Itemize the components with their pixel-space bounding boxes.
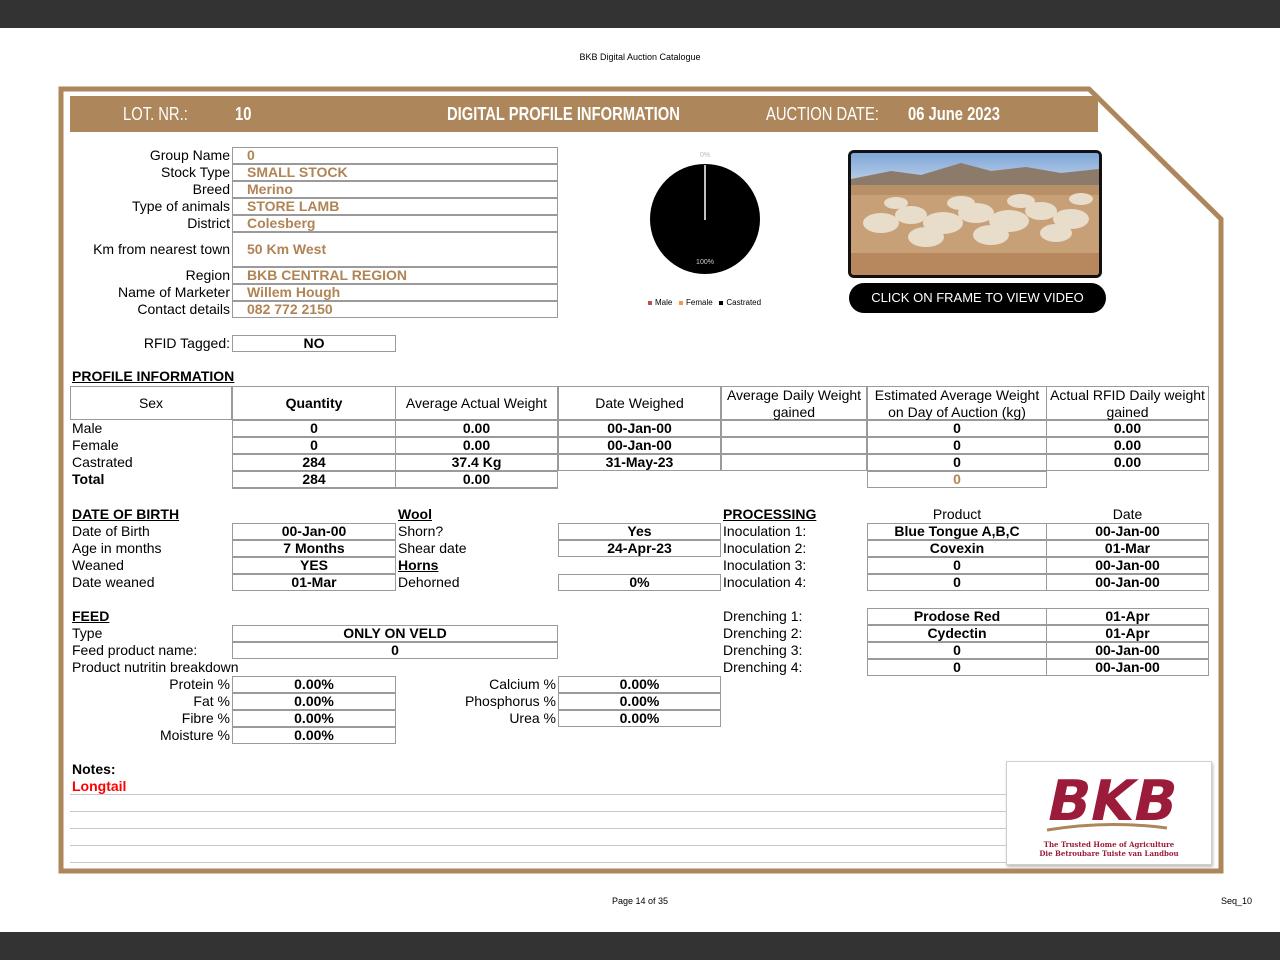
video-thumbnail[interactable] <box>848 150 1102 278</box>
legend-female: Female <box>686 298 713 307</box>
nutrient-label: Moisture % <box>159 727 230 743</box>
shear-date-label: Shear date <box>398 540 467 556</box>
nutrient-value: 0.00% <box>558 710 721 727</box>
inoculation-date: 00-Jan-00 <box>1046 523 1209 540</box>
nutrient-label: Phosphorus % <box>464 693 556 709</box>
notes-label: Notes: <box>72 761 116 777</box>
dehorned-label: Dehorned <box>398 574 460 590</box>
dob-value: 01-Mar <box>232 574 396 591</box>
detail-label: Region <box>185 267 230 283</box>
legend-marker-male <box>648 301 652 305</box>
nutrient-value: 0.00% <box>232 727 396 744</box>
nutrient-label: Calcium % <box>489 676 556 692</box>
nutrient-label: Protein % <box>169 676 230 692</box>
cell-adg <box>721 437 867 454</box>
sex-pie-chart <box>640 150 780 295</box>
row-sex: Male <box>72 420 103 436</box>
legend-castrated: Castrated <box>726 298 762 307</box>
detail-value: 0 <box>232 147 558 164</box>
detail-value: 082 772 2150 <box>232 301 558 318</box>
pie-legend <box>648 298 761 307</box>
notes-value: Longtail <box>72 778 127 794</box>
nutrient-label: Urea % <box>509 710 556 726</box>
nutrient-value: 0.00% <box>558 693 721 710</box>
feed-product-value: 0 <box>232 642 558 659</box>
inoculation-label: Inoculation 3: <box>723 557 807 573</box>
nutrient-value: 0.00% <box>232 676 396 693</box>
profile-heading: PROFILE INFORMATION <box>72 368 235 384</box>
cell-avg-weight: 0.00 <box>395 437 558 454</box>
cell-avg-weight: 0.00 <box>395 420 558 437</box>
nutrient-label: Fibre % <box>181 710 230 726</box>
viewer-top-bar <box>0 0 1280 28</box>
row-sex: Castrated <box>72 454 133 470</box>
col-header-quantity: Quantity <box>232 386 396 420</box>
drenching-date: 01-Apr <box>1046 625 1209 642</box>
notes-line <box>70 828 1010 829</box>
cell-date: 00-Jan-00 <box>558 420 721 437</box>
rfid-value: NO <box>232 335 396 352</box>
cell-rfid: 0.00 <box>1046 454 1209 471</box>
dob-label: Weaned <box>72 557 124 573</box>
inoculation-date: 01-Mar <box>1046 540 1209 557</box>
product-header: Product <box>932 506 982 522</box>
detail-value: 50 Km West <box>232 232 558 267</box>
cell-est: 0 <box>867 437 1047 454</box>
inoculation-product: 0 <box>867 574 1047 591</box>
wool-heading: Wool <box>398 506 432 522</box>
page-number: Page 14 of 35 <box>611 896 669 906</box>
cell-avg-weight: 37.4 Kg <box>395 454 558 471</box>
auction-date: 06 June 2023 <box>908 104 1000 124</box>
legend-marker-female <box>679 301 683 305</box>
detail-label: Type of animals <box>131 198 230 214</box>
detail-value: SMALL STOCK <box>232 164 558 181</box>
drenching-product: Cydectin <box>867 625 1047 642</box>
shorn-value: Yes <box>558 523 721 540</box>
drenching-label: Drenching 4: <box>723 659 803 675</box>
detail-label: Km from nearest town <box>93 241 230 257</box>
drenching-product: 0 <box>867 642 1047 659</box>
cell-adg <box>721 454 867 471</box>
pie-svg <box>640 162 770 292</box>
drenching-label: Drenching 2: <box>723 625 803 641</box>
feed-type-label: Type <box>72 625 103 641</box>
feed-product-label: Feed product name: <box>72 642 198 658</box>
date-header: Date <box>1112 506 1143 522</box>
cell-rfid: 0.00 <box>1046 420 1209 437</box>
notes-line <box>70 811 1010 812</box>
detail-label: Stock Type <box>160 164 230 180</box>
dob-value: 7 Months <box>232 540 396 557</box>
cell-est: 0 <box>867 454 1047 471</box>
feed-heading: FEED <box>72 608 110 624</box>
nutrient-label: Fat % <box>193 693 230 709</box>
detail-label: Contact details <box>137 301 230 317</box>
detail-label: District <box>187 215 230 231</box>
document-title: BKB Digital Auction Catalogue <box>579 52 701 62</box>
cell-adg <box>721 420 867 437</box>
total-qty: 284 <box>232 471 396 489</box>
nutrient-value: 0.00% <box>232 710 396 727</box>
row-sex: Female <box>72 437 119 453</box>
col-header-avg-weight: Average Actual Weight <box>395 386 558 420</box>
drenching-date: 00-Jan-00 <box>1046 642 1209 659</box>
rfid-label: RFID Tagged: <box>143 335 230 351</box>
inoculation-date: 00-Jan-00 <box>1046 574 1209 591</box>
detail-label: Group Name <box>149 147 230 163</box>
inoculation-product: 0 <box>867 557 1047 574</box>
col-header-sex: Sex <box>70 386 232 420</box>
cell-qty: 0 <box>232 437 396 454</box>
auction-date-label: AUCTION DATE: <box>766 104 879 124</box>
detail-value: Willem Hough <box>232 284 558 301</box>
horns-heading: Horns <box>398 557 439 573</box>
viewer-bottom-bar <box>0 932 1280 960</box>
inoculation-label: Inoculation 4: <box>723 574 807 590</box>
inoculation-label: Inoculation 1: <box>723 523 807 539</box>
processing-heading: PROCESSING <box>723 506 817 522</box>
dob-value: YES <box>232 557 396 574</box>
notes-line <box>70 794 1010 795</box>
cell-qty: 284 <box>232 454 396 471</box>
detail-label: Breed <box>192 181 230 197</box>
nutrient-value: 0.00% <box>232 693 396 710</box>
col-header-est-weight: Estimated Average Weight on Day of Auction (kg) <box>867 386 1047 420</box>
nutrition-breakdown-label: Product nutritin breakdown <box>72 659 239 675</box>
dob-heading: DATE OF BIRTH <box>72 506 180 522</box>
dob-label: Date weaned <box>72 574 155 590</box>
total-label: Total <box>72 471 105 487</box>
dob-label: Age in months <box>72 540 162 556</box>
pie-top-label: 0% <box>699 152 711 159</box>
shorn-label: Shorn? <box>398 523 444 539</box>
cell-qty: 0 <box>232 420 396 437</box>
legend-male: Male <box>655 298 673 307</box>
cell-date: 31-May-23 <box>558 454 721 471</box>
dob-value: 00-Jan-00 <box>232 523 396 540</box>
inoculation-product: Covexin <box>867 540 1047 557</box>
pie-bottom-label: 100% <box>696 259 714 266</box>
total-avg-weight: 0.00 <box>395 471 558 489</box>
sequence-label: Seq_10 <box>1221 896 1253 906</box>
drenching-label: Drenching 1: <box>723 608 803 624</box>
lot-label: LOT. NR.: <box>123 104 188 124</box>
view-video-button[interactable]: CLICK ON FRAME TO VIEW VIDEO <box>849 283 1106 313</box>
drenching-product: Prodose Red <box>867 608 1047 625</box>
detail-label: Name of Marketer <box>117 284 230 300</box>
cell-est: 0 <box>867 420 1047 437</box>
drenching-product: 0 <box>867 659 1047 676</box>
drenching-label: Drenching 3: <box>723 642 803 658</box>
notes-line <box>70 862 1010 863</box>
inoculation-product: Blue Tongue A,B,C <box>867 523 1047 540</box>
detail-value: STORE LAMB <box>232 198 558 215</box>
drenching-date: 00-Jan-00 <box>1046 659 1209 676</box>
total-est: 0 <box>867 471 1047 488</box>
bkb-logo <box>1006 761 1212 865</box>
svg-text:BKB: BKB <box>1041 768 1184 834</box>
detail-value: Merino <box>232 181 558 198</box>
dob-label: Date of Birth <box>72 523 150 539</box>
dehorned-value: 0% <box>558 574 721 591</box>
nutrient-value: 0.00% <box>558 676 721 693</box>
col-header-adg: Average Daily Weight gained <box>721 386 867 420</box>
col-header-rfid-gain: Actual RFID Daily weight gained <box>1046 386 1209 420</box>
logo-tagline-1: The Trusted Home of Agriculture <box>1043 840 1175 849</box>
drenching-date: 01-Apr <box>1046 608 1209 625</box>
notes-line <box>70 845 1010 846</box>
logo-tagline-2: Die Betroubare Tuiste van Landbou <box>1039 849 1179 858</box>
lot-number: 10 <box>235 104 252 124</box>
sheep-photo <box>851 153 1099 275</box>
detail-value: Colesberg <box>232 215 558 232</box>
lot-banner <box>70 96 1098 132</box>
shear-date-value: 24-Apr-23 <box>558 540 721 557</box>
legend-marker-castrated <box>719 301 723 305</box>
col-header-date-weighed: Date Weighed <box>558 386 721 420</box>
banner-title: DIGITAL PROFILE INFORMATION <box>447 104 680 124</box>
cell-rfid: 0.00 <box>1046 437 1209 454</box>
detail-value: BKB CENTRAL REGION <box>232 267 558 284</box>
cell-date: 00-Jan-00 <box>558 437 721 454</box>
inoculation-date: 00-Jan-00 <box>1046 557 1209 574</box>
inoculation-label: Inoculation 2: <box>723 540 807 556</box>
feed-type-value: ONLY ON VELD <box>232 625 558 642</box>
